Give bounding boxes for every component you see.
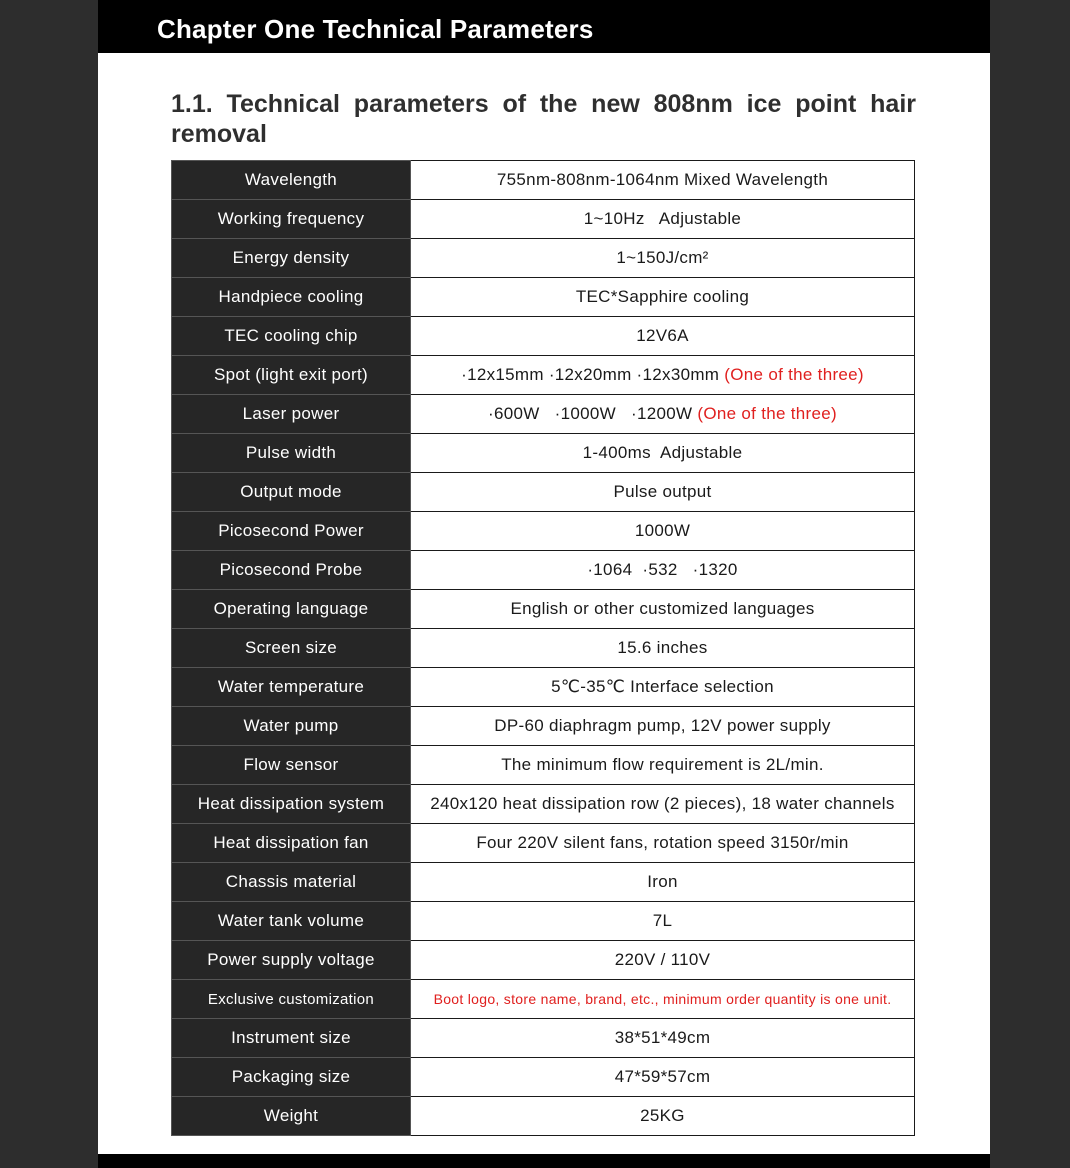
parameter-value: 1000W — [634, 521, 691, 540]
parameter-value: 7L — [652, 911, 673, 930]
table-row — [172, 1058, 915, 1097]
parameter-note: (One of the three) — [724, 365, 864, 384]
parameter-value-cell — [411, 590, 915, 629]
table-row — [172, 161, 915, 200]
table-row — [172, 1019, 915, 1058]
parameter-value-cell — [411, 1097, 915, 1136]
parameter-label: Weight — [172, 1097, 411, 1136]
parameter-label: Heat dissipation fan — [172, 824, 411, 863]
parameter-label: Wavelength — [172, 161, 411, 200]
parameter-value: 755nm-808nm-1064nm Mixed Wavelength — [496, 170, 829, 189]
table-row — [172, 590, 915, 629]
table-row — [172, 980, 915, 1019]
document-page — [98, 0, 990, 1154]
parameter-label: Handpiece cooling — [172, 278, 411, 317]
parameter-value: Pulse output — [613, 482, 712, 501]
parameter-value: ·1064 ·532 ·1320 — [587, 560, 738, 579]
parameter-value-cell — [411, 356, 915, 395]
parameter-value: ·12x15mm ·12x20mm ·12x30mm — [461, 365, 725, 384]
parameter-label: Screen size — [172, 629, 411, 668]
parameter-value: 38*51*49cm — [614, 1028, 711, 1047]
parameter-value-cell — [411, 317, 915, 356]
table-row — [172, 824, 915, 863]
parameter-label: Pulse width — [172, 434, 411, 473]
parameter-value-cell — [411, 512, 915, 551]
parameter-label: Picosecond Probe — [172, 551, 411, 590]
parameter-value: 1-400ms Adjustable — [582, 443, 743, 462]
parameter-value: 240x120 heat dissipation row (2 pieces), 18 water channels — [430, 794, 895, 813]
table-row — [172, 707, 915, 746]
parameter-label: Power supply voltage — [172, 941, 411, 980]
table-row — [172, 434, 915, 473]
parameter-value: The minimum flow requirement is 2L/min. — [501, 755, 824, 774]
parameter-value-cell — [411, 629, 915, 668]
table-row — [172, 551, 915, 590]
parameter-note: Boot logo, store name, brand, etc., minimum order quantity is one unit. — [433, 991, 892, 1007]
table-row — [172, 629, 915, 668]
parameter-value-cell — [411, 278, 915, 317]
parameter-value: DP-60 diaphragm pump, 12V power supply — [494, 716, 831, 735]
parameter-value: 25KG — [640, 1106, 685, 1125]
parameter-value: Iron — [647, 872, 678, 891]
parameter-value: 15.6 inches — [617, 638, 708, 657]
parameter-label: Packaging size — [172, 1058, 411, 1097]
parameter-value-cell — [411, 434, 915, 473]
table-row — [172, 473, 915, 512]
parameter-value: 5℃-35℃ Interface selection — [551, 677, 774, 696]
parameter-value: 220V / 110V — [614, 950, 711, 969]
parameter-value-cell — [411, 863, 915, 902]
table-row — [172, 317, 915, 356]
parameter-value-cell — [411, 824, 915, 863]
parameter-value-cell — [411, 746, 915, 785]
table-row — [172, 356, 915, 395]
parameter-value-cell — [411, 668, 915, 707]
parameter-label: Spot (light exit port) — [172, 356, 411, 395]
table-row — [172, 512, 915, 551]
table-row — [172, 278, 915, 317]
parameter-label: Laser power — [172, 395, 411, 434]
parameter-value-cell — [411, 980, 915, 1019]
parameter-note: (One of the three) — [697, 404, 837, 423]
section-title: 1.1. Technical parameters of the new 808nm ice point hair removal — [171, 90, 916, 148]
parameter-label: Instrument size — [172, 1019, 411, 1058]
table-row — [172, 902, 915, 941]
parameter-value: 12V6A — [636, 326, 689, 345]
table-row — [172, 746, 915, 785]
table-row — [172, 668, 915, 707]
chapter-header-bar — [98, 0, 990, 53]
parameter-label: Output mode — [172, 473, 411, 512]
parameter-value-cell — [411, 1019, 915, 1058]
footer-bar — [98, 1154, 990, 1168]
parameter-label: TEC cooling chip — [172, 317, 411, 356]
parameter-value: 47*59*57cm — [614, 1067, 711, 1086]
table-row — [172, 941, 915, 980]
table-row — [172, 239, 915, 278]
parameter-value: 1~150J/cm² — [616, 248, 709, 267]
table-row — [172, 395, 915, 434]
parameter-value-cell — [411, 1058, 915, 1097]
parameter-label: Flow sensor — [172, 746, 411, 785]
parameter-value-cell — [411, 551, 915, 590]
chapter-title: Chapter One Technical Parameters — [157, 14, 594, 44]
parameter-label: Chassis material — [172, 863, 411, 902]
parameter-label: Water temperature — [172, 668, 411, 707]
parameter-value-cell — [411, 902, 915, 941]
parameter-label: Working frequency — [172, 200, 411, 239]
parameter-value-cell — [411, 239, 915, 278]
table-row — [172, 785, 915, 824]
parameter-value: English or other customized languages — [510, 599, 815, 618]
parameter-value-cell — [411, 707, 915, 746]
technical-parameters-table — [171, 160, 915, 1136]
parameter-value: Four 220V silent fans, rotation speed 3150r/min — [476, 833, 849, 852]
parameter-label: Energy density — [172, 239, 411, 278]
table-row — [172, 1097, 915, 1136]
parameter-value: 1~10Hz Adjustable — [583, 209, 742, 228]
parameter-label: Water pump — [172, 707, 411, 746]
table-row — [172, 863, 915, 902]
parameter-value-cell — [411, 161, 915, 200]
table-body — [172, 161, 915, 1136]
parameter-value: TEC*Sapphire cooling — [575, 287, 750, 306]
parameter-value-cell — [411, 785, 915, 824]
parameter-label: Picosecond Power — [172, 512, 411, 551]
parameter-value-cell — [411, 200, 915, 239]
parameter-value: ·600W ·1000W ·1200W — [488, 404, 698, 423]
parameter-value-cell — [411, 473, 915, 512]
parameter-label: Operating language — [172, 590, 411, 629]
parameter-label: Water tank volume — [172, 902, 411, 941]
parameter-value-cell — [411, 395, 915, 434]
parameter-value-cell — [411, 941, 915, 980]
parameter-label: Heat dissipation system — [172, 785, 411, 824]
table-row — [172, 200, 915, 239]
parameter-label: Exclusive customization — [172, 980, 411, 1019]
